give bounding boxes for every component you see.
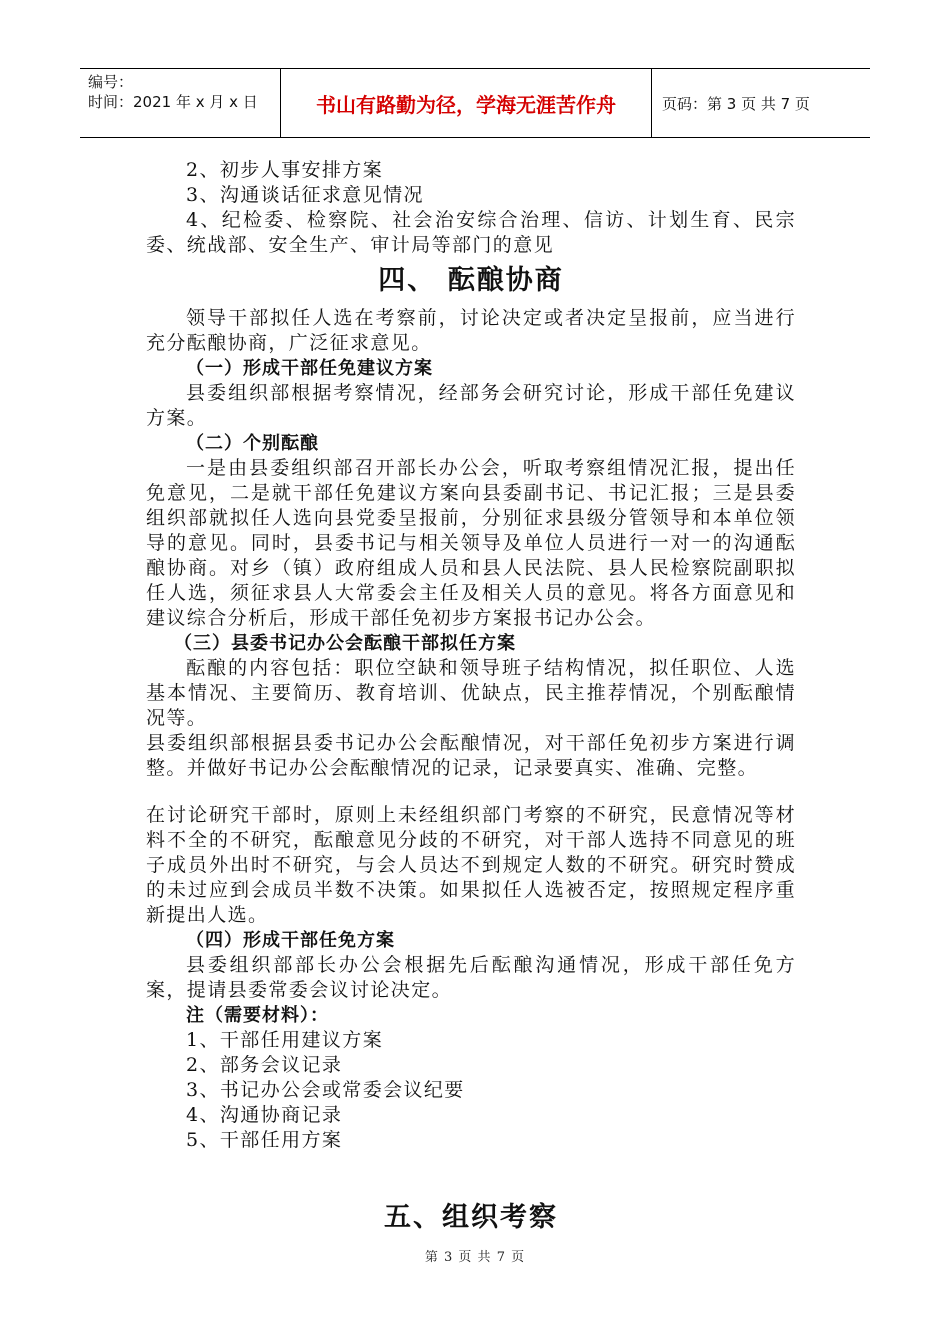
note-item: 4、沟通协商记录 <box>186 1104 343 1126</box>
note-item: 5、干部任用方案 <box>186 1129 343 1151</box>
page-footer: 第 3 页 共 7 页 <box>424 1250 526 1265</box>
section-title: 五、组织考察 <box>384 1202 558 1233</box>
document-header <box>80 68 870 138</box>
note-item: 1、干部任用建议方案 <box>186 1029 384 1051</box>
subsection-title: （一）形成干部任免建议方案 <box>186 358 433 379</box>
time-label: 时间：2021 年 x 月 x 日 <box>88 93 258 111</box>
list-item: 2、初步人事安排方案 <box>186 159 384 181</box>
paragraph: 酝酿的内容包括：职位空缺和领导班子结构情况，拟任职位、人选基本情况、主要简历、教育培训、优缺点，民主推荐情况，个别酝酿情况等。 <box>146 657 796 729</box>
document-body <box>146 158 796 1243</box>
subsection-title: （三）县委书记办公会酝酿干部拟任方案 <box>174 633 516 654</box>
serial-label: 编号： <box>88 73 134 91</box>
paragraph: 领导干部拟任人选在考察前，讨论决定或者决定呈报前，应当进行充分酝酿协商，广泛征求意见。 <box>146 307 796 354</box>
paragraph: 一是由县委组织部召开部长办公会，听取考察组情况汇报，提出任免意见，二是就干部任免建议方案向县委副书记、书记汇报；三是县委组织部就拟任人选向县党委呈报前，分别征求县级分管领导和本单位领导的意见。同时，县委书记与相关领导及单位人员进行一对一的沟通酝酿协商。对乡（镇）政府组成人员和县人民法院、县人民检察院副职拟任人选，须征求县人大常委会主任及相关人员的意见。将各方面意见和建议综合分析后，形成干部任免初步方案报书记办公会。 <box>146 457 796 629</box>
list-item: 3、沟通谈话征求意见情况 <box>186 184 424 206</box>
spacer <box>146 1153 796 1195</box>
paragraph: 县委组织部部长办公会根据先后酝酿沟通情况，形成干部任免方案，提请县委常委会议讨论决定。 <box>146 954 796 1001</box>
list-item: 4、纪检委、检察院、社会治安综合治理、信访、计划生育、民宗委、统战部、安全生产、审计局等部门的意见 <box>146 209 796 256</box>
paragraph: 县委组织部根据县委书记办公会酝酿情况，对干部任免初步方案进行调整。并做好书记办公会酝酿情况的记录，记录要真实、准确、完整。 <box>146 732 796 779</box>
header-motto: 书山有路勤为径，学海无涯苦作舟 <box>280 69 652 137</box>
subsection-title: （四）形成干部任免方案 <box>186 930 395 951</box>
header-meta <box>80 69 280 137</box>
note-item: 2、部务会议记录 <box>186 1054 343 1076</box>
section-title: 四、 酝酿协商 <box>378 265 564 296</box>
paragraph: 在讨论研究干部时，原则上未经组织部门考察的不研究，民意情况等材料不全的不研究，酝酿意见分歧的不研究，对干部人选持不同意见的班子成员外出时不研究，与会人员达不到规定人数的不研究。研究时赞成的未过应到会成员半数不决策。如果拟任人选被否定，按照规定程序重新提出人选。 <box>146 804 796 926</box>
spacer <box>146 781 796 803</box>
subsection-title: （二）个别酝酿 <box>186 433 319 454</box>
header-page-label: 页码：第 3 页 共 7 页 <box>662 94 810 113</box>
note-item: 3、书记办公会或常委会议纪要 <box>186 1079 465 1101</box>
note-title: 注（需要材料）： <box>186 1005 329 1026</box>
paragraph: 县委组织部根据考察情况，经部务会研究讨论，形成干部任免建议方案。 <box>146 382 796 429</box>
